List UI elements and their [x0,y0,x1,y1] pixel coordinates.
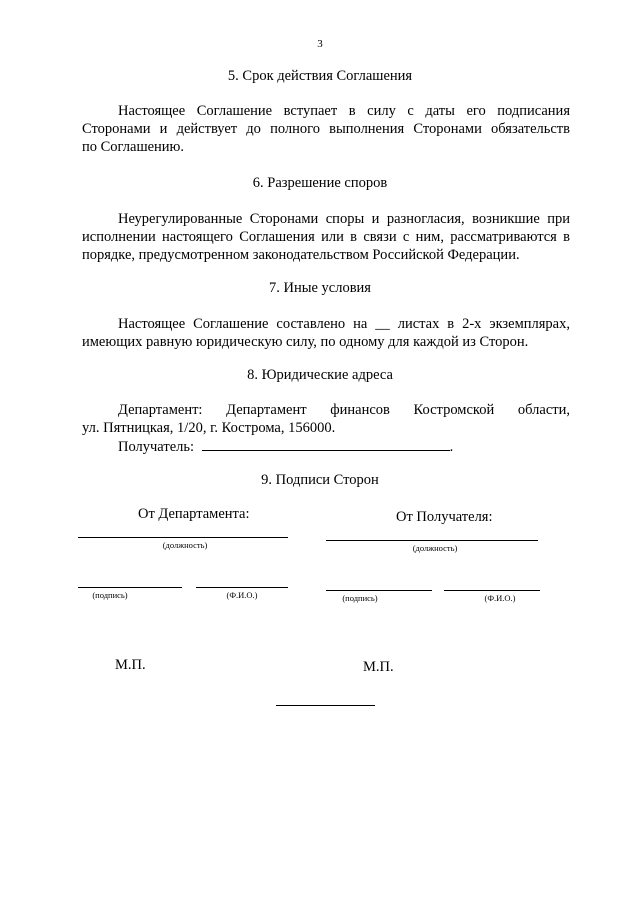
recipient-blank-line[interactable] [202,437,450,451]
section-6-heading: 6. Разрешение споров [252,175,388,191]
left-stamp-label: М.П. [115,657,146,673]
right-position-caption: (должность) [412,543,458,553]
section-7-text [82,315,570,351]
page-number: 3 [317,38,323,50]
section-6-text [82,210,570,264]
end-separator-line [276,705,375,706]
right-position-line[interactable] [326,540,538,541]
left-signature-caption: (подпись) [92,590,128,600]
section-6-line-1: Неурегулированные Сторонами споры и разногласия, возникшие при [118,211,570,227]
section-6-line-2: исполнении настоящего Соглашения или в связи с ним, рассматриваются в [82,229,570,245]
section-6-line-3: порядке, предусмотренном законодательством Российской Федерации. [82,247,520,263]
recipient-label: Получатель: [118,439,195,455]
section-8-heading: 8. Юридические адреса [247,367,393,383]
section-7-line-1: Настоящее Соглашение составлено на __ листах в 2-х экземплярах, [118,316,570,332]
section-5-heading: 5. Срок действия Соглашения [227,68,413,84]
left-position-line[interactable] [78,537,288,538]
section-8-line-2: ул. Пятницкая, 1/20, г. Кострома, 156000. [82,420,336,436]
left-position-caption: (должность) [162,540,208,550]
right-signature-line[interactable] [326,590,432,591]
right-name-line[interactable] [444,590,540,591]
section-5-line-3: по Соглашению. [82,139,185,155]
section-5-text [82,102,570,156]
section-7-heading: 7. Иные условия [269,280,371,296]
section-8-line-1: Департамент: Департамент финансов Костромской области, [118,402,570,418]
section-7-line-2: имеющих равную юридическую силу, по одному для каждой из Сторон. [82,334,529,350]
section-9-heading: 9. Подписи Сторон [261,472,379,488]
recipient-row [82,437,570,456]
right-signature-caption: (подпись) [342,593,378,603]
left-signatory-title: От Департамента: [138,506,250,522]
section-5-line-1: Настоящее Соглашение вступает в силу с даты его подписания [118,103,570,119]
left-name-caption: (Ф.И.О.) [226,590,258,600]
recipient-period: . [449,439,454,455]
right-stamp-label: М.П. [363,659,394,675]
section-5-line-2: Сторонами и действует до полного выполнения Сторонами обязательств [82,121,570,137]
left-name-line[interactable] [196,587,288,588]
right-signatory-title: От Получателя: [396,509,493,525]
section-8-text [82,401,570,456]
left-signature-line[interactable] [78,587,182,588]
right-name-caption: (Ф.И.О.) [484,593,516,603]
